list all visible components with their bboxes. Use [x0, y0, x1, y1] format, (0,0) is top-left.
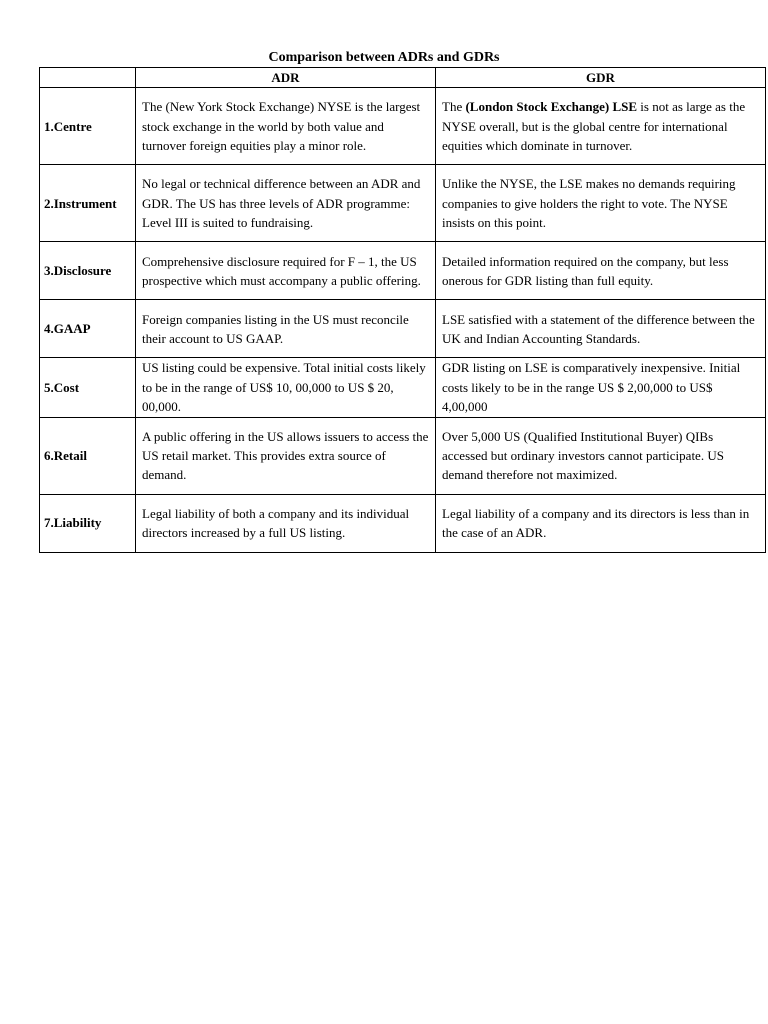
row-label: 4.GAAP — [40, 300, 136, 358]
row-label: 2.Instrument — [40, 165, 136, 242]
adr-cell: US listing could be expensive. Total initial costs likely to be in the range of US$ 10, 00,000 to US $ 20, 00,000. — [136, 358, 436, 417]
table-row — [40, 417, 766, 494]
gdr-cell: Legal liability of a company and its directors is less than in the case of an ADR. — [436, 494, 766, 552]
adr-cell: Comprehensive disclosure required for F – 1, the US prospective which must accompany a public offering. — [136, 242, 436, 300]
header-empty-cell — [40, 68, 136, 88]
table-row — [40, 165, 766, 242]
gdr-cell — [436, 88, 766, 165]
gdr-cell: Over 5,000 US (Qualified Institutional Buyer) QIBs accessed but ordinary investors cannot participate. US demand therefore not maximized. — [436, 417, 766, 494]
adr-cell: The (New York Stock Exchange) NYSE is the largest stock exchange in the world by both value and turnover foreign equities play a minor role. — [136, 88, 436, 165]
comparison-table — [39, 67, 766, 553]
gdr-cell: GDR listing on LSE is comparatively inexpensive. Initial costs likely to be in the range US $ 2,00,000 to US$ 4,00,000 — [436, 358, 766, 417]
header-adr: ADR — [136, 68, 436, 88]
gdr-cell: LSE satisfied with a statement of the difference between the UK and Indian Accounting Standards. — [436, 300, 766, 358]
gdr-text-prefix: The — [442, 99, 466, 115]
table-row — [40, 88, 766, 165]
table-row — [40, 494, 766, 552]
row-label: 1.Centre — [40, 88, 136, 165]
gdr-cell: Detailed information required on the company, but less onerous for GDR listing than full equity. — [436, 242, 766, 300]
table-row — [40, 300, 766, 358]
gdr-text-bold: (London Stock Exchange) LSE — [465, 99, 638, 115]
header-gdr: GDR — [436, 68, 766, 88]
table-row — [40, 358, 766, 417]
adr-cell: A public offering in the US allows issuers to access the US retail market. This provides extra source of demand. — [136, 417, 436, 494]
table-header-row — [40, 68, 766, 88]
adr-cell: Legal liability of both a company and its individual directors increased by a full US listing. — [136, 494, 436, 552]
gdr-text-suffix: is not as large as the NYSE overall, but is the global centre for international equities which dominate in turnover. — [442, 99, 746, 154]
row-label: 3.Disclosure — [40, 242, 136, 300]
table-row — [40, 242, 766, 300]
adr-cell: No legal or technical difference between an ADR and GDR. The US has three levels of ADR programme: Level III is suited to fundraising. — [136, 165, 436, 242]
gdr-cell: Unlike the NYSE, the LSE makes no demands requiring companies to give holders the right to vote. The NYSE insists on this point. — [436, 165, 766, 242]
document-title: Comparison between ADRs and GDRs — [268, 50, 500, 65]
adr-cell: Foreign companies listing in the US must reconcile their account to US GAAP. — [136, 300, 436, 358]
row-label: 5.Cost — [40, 358, 136, 417]
row-label: 7.Liability — [40, 494, 136, 552]
row-label: 6.Retail — [40, 417, 136, 494]
